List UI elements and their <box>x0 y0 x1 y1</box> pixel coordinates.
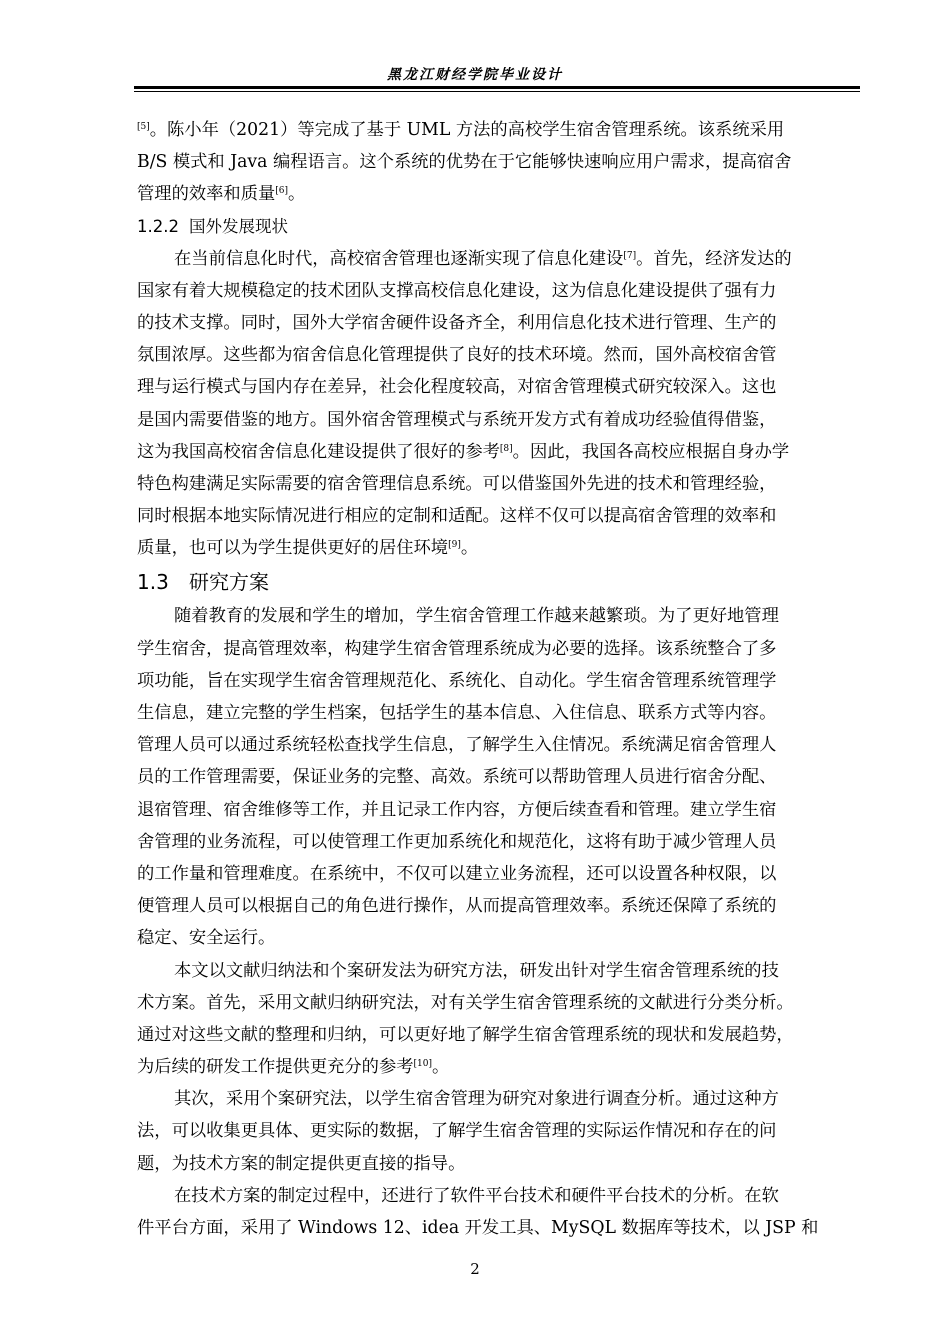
heading-number: 1.3 <box>137 570 169 595</box>
text-line <box>137 665 857 697</box>
text-line <box>137 1051 857 1083</box>
text-run: 舍管理的业务流程，可以使管理工作更加系统化和规范化，这将有助于减少管理人员 <box>137 831 777 852</box>
text-run: 项功能，旨在实现学生宿舍管理规范化、系统化、自动化。学生宿舍管理系统管理学 <box>137 670 777 691</box>
text-run: 。陈小年（2021）等完成了基于 UML 方法的高校学生宿舍管理系统。该系统采用 <box>149 120 785 140</box>
subsection-heading <box>137 211 857 243</box>
text-line <box>137 1180 857 1212</box>
text-line <box>137 1148 857 1180</box>
text-run: 管理人员可以通过系统轻松查找学生信息，了解学生入住情况。系统满足宿舍管理人 <box>137 735 777 756</box>
text-line <box>137 404 857 436</box>
text-run: 生信息，建立完整的学生档案，包括学生的基本信息、入住信息、联系方式等内容。 <box>137 703 777 723</box>
text-run: 在技术方案的制定过程中，还进行了软件平台技术和硬件平台技术的分析。在软 <box>174 1185 779 1206</box>
text-line <box>137 922 857 954</box>
text-run: 质量，也可以为学生提供更好的居住环境 <box>137 538 449 559</box>
text-run: 退宿管理、宿舍维修等工作，并且记录工作内容，方便后续查看和管理。建立学生宿 <box>137 799 777 820</box>
text-line <box>137 371 857 403</box>
text-line <box>137 1115 857 1147</box>
text-run: 国家有着大规模稳定的技术团队支撑高校信息化建设，这为信息化建设提供了强有力 <box>137 280 777 301</box>
text-line <box>137 987 857 1019</box>
text-run: 是国内需要借鉴的地方。国外宿舍管理模式与系统开发方式有着成功经验值得借鉴， <box>137 409 777 430</box>
text-run: 这为我国高校宿舍信息化建设提供了很好的参考 <box>137 441 500 462</box>
text-run: 稳定、安全运行。 <box>137 928 276 949</box>
text-run: 题，为技术方案的制定提供更直接的指导。 <box>137 1153 466 1174</box>
text-run: 的技术支撑。同时，国外大学宿舍硬件设备齐全，利用信息化技术进行管理、生产的 <box>137 312 777 333</box>
text-run: 氛围浓厚。这些都为宿舍信息化管理提供了良好的技术环境。然而，国外高校宿舍管 <box>137 345 777 366</box>
text-line <box>137 1083 857 1115</box>
heading-number: 1.2.2 <box>137 216 179 236</box>
text-run: 在当前信息化时代，高校宿舍管理也逐渐实现了信息化建设 <box>174 248 624 269</box>
text-run: 通过对这些文献的整理和归纳，可以更好地了解学生宿舍管理系统的现状和发展趋势， <box>137 1024 794 1045</box>
text-line <box>137 532 857 564</box>
citation-ref: [8] <box>499 443 513 454</box>
header-rule-thin <box>134 91 860 92</box>
text-line <box>137 890 857 922</box>
text-line <box>137 633 857 665</box>
text-run: 其次，采用个案研究法，以学生宿舍管理为研究对象进行调查分析。通过这种方 <box>174 1089 779 1110</box>
citation-ref: [10] <box>413 1059 432 1070</box>
text-line <box>137 1212 857 1244</box>
text-run: 。首先，经济发达的 <box>636 248 792 269</box>
text-run: 便管理人员可以根据自己的角色进行操作，从而提高管理效率。系统还保障了系统的 <box>137 896 777 917</box>
text-run: 本文以文献归纳法和个案研发法为研究方法，研发出针对学生宿舍管理系统的技 <box>174 960 779 981</box>
text-line <box>137 114 857 146</box>
text-line <box>137 1019 857 1051</box>
text-line <box>137 146 857 178</box>
heading-title: 国外发展现状 <box>189 216 288 236</box>
text-line <box>137 178 857 210</box>
text-line <box>137 275 857 307</box>
text-line <box>137 858 857 890</box>
document-header: 黑龙江财经学院毕业设计 <box>387 67 563 83</box>
text-run: B/S 模式和 Java 编程语言。这个系统的优势在于它能够快速响应用户需求，提高宿舍 <box>137 152 792 173</box>
text-run: 学生宿舍，提高管理效率，构建学生宿舍管理系统成为必要的选择。该系统整合了多 <box>137 638 777 659</box>
text-line <box>137 339 857 371</box>
citation-ref: [6] <box>275 186 289 197</box>
text-run: 同时根据本地实际情况进行相应的定制和适配。这样不仅可以提高宿舍管理的效率和 <box>137 506 777 527</box>
text-line <box>137 468 857 500</box>
text-run: 。因此，我国各高校应根据自身办学 <box>512 441 790 462</box>
text-line <box>137 243 857 275</box>
text-run: 随着教育的发展和学生的增加，学生宿舍管理工作越来越繁琐。为了更好地管理 <box>174 606 779 627</box>
text-run: 件平台方面，采用了 Windows 12、idea 开发工具、MySQL 数据库等技术，以 JSP 和 <box>137 1218 819 1238</box>
header-rule-thick <box>134 86 860 89</box>
text-line <box>137 697 857 729</box>
text-run: 管理的效率和质量 <box>137 184 276 205</box>
document-body <box>137 114 857 1244</box>
text-run: 法，可以收集更具体、更实际的数据，了解学生宿舍管理的实际运作情况和存在的问 <box>137 1121 777 1142</box>
section-heading <box>137 564 857 600</box>
citation-ref: [9] <box>448 540 461 551</box>
text-line <box>137 826 857 858</box>
text-run: 特色构建满足实际需要的宿舍管理信息系统。可以借鉴国外先进的技术和管理经验， <box>137 473 777 494</box>
text-line <box>137 729 857 761</box>
text-line <box>137 955 857 987</box>
citation-ref: [7] <box>623 250 637 261</box>
text-run: 的工作量和管理难度。在系统中，不仅可以建立业务流程，还可以设置各种权限，以 <box>137 863 777 884</box>
text-line <box>137 794 857 826</box>
text-run: 员的工作管理需要，保证业务的完整、高效。系统可以帮助管理人员进行宿舍分配、 <box>137 767 777 788</box>
text-line <box>137 500 857 532</box>
page-number: 2 <box>470 1260 480 1278</box>
text-line <box>137 307 857 339</box>
text-run: 。 <box>460 538 479 559</box>
text-run: 术方案。首先，采用文献归纳研究法，对有关学生宿舍管理系统的文献进行分类分析。 <box>137 992 794 1013</box>
text-line <box>137 436 857 468</box>
text-run: 。 <box>288 184 306 205</box>
text-run: 理与运行模式与国内存在差异，社会化程度较高，对宿舍管理模式研究较深入。这也 <box>137 377 777 398</box>
text-line <box>137 761 857 793</box>
citation-ref: [5] <box>137 122 150 132</box>
text-run: 。 <box>432 1057 450 1078</box>
text-line <box>137 600 857 632</box>
heading-title: 研究方案 <box>189 570 269 595</box>
text-run: 为后续的研发工作提供更充分的参考 <box>137 1057 414 1078</box>
